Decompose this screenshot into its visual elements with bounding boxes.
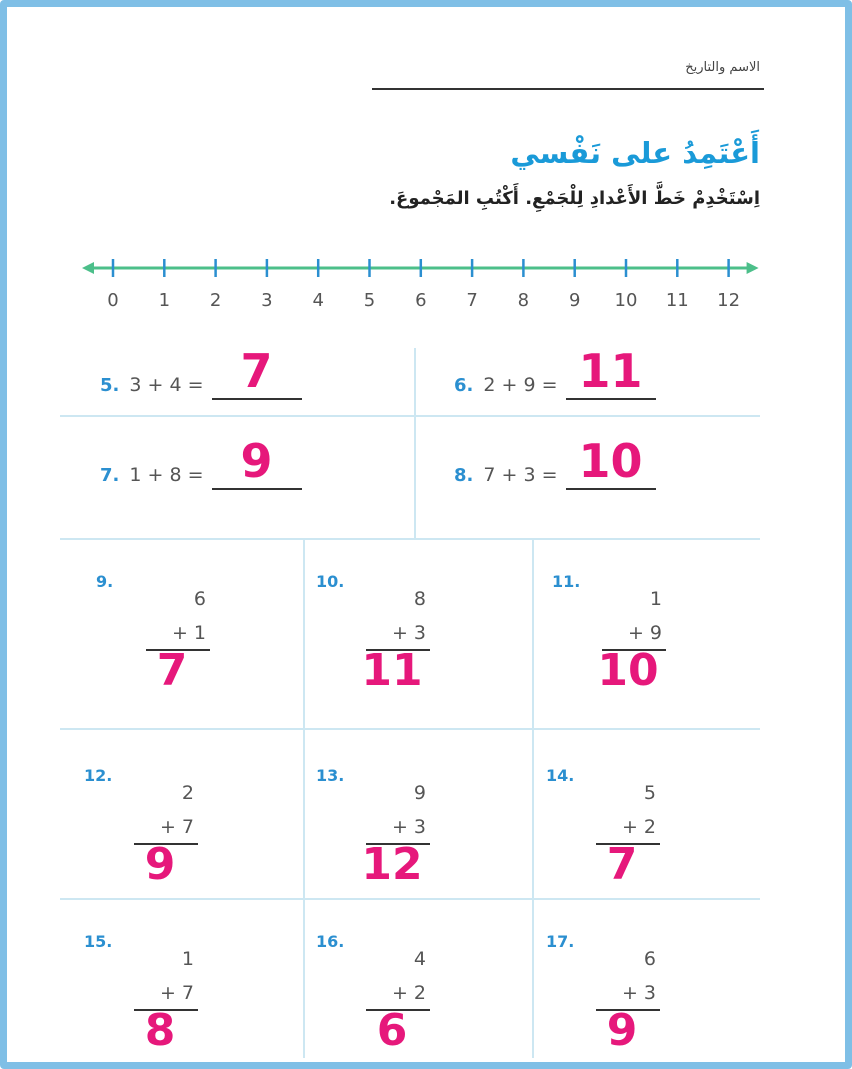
number-line-tick-label: 9 [568,290,581,311]
side-copyright-strip [800,760,816,1000]
answer-text: 11 [578,344,643,398]
answer-blank[interactable] [566,430,656,490]
problem-11 [552,572,752,722]
addend-bottom: + 1 [171,622,206,644]
answer-text[interactable]: 10 [597,645,659,696]
addend-top: 1 [649,588,662,610]
divider-v-3 [532,538,534,1058]
worksheet-instruction: اِسْتَخْدِمْ خَطَّ الأَعْدادِ لِلْجَمْعِ. أَكْتُبِ المَجْموعَ. [389,188,760,209]
addend-bottom: + 3 [391,622,426,644]
addend-bottom: + 3 [391,816,426,838]
answer-blank[interactable] [212,340,302,400]
addend-top: 1 [181,948,194,970]
addend-bottom: + 3 [621,982,656,1004]
problem-number: 8. [454,465,474,486]
answer-text[interactable]: 9 [606,1005,638,1056]
name-date-label: الاسم والتاريخ [685,60,760,75]
problem-6 [454,340,656,400]
divider-v-1 [414,348,416,538]
problem-number: 11. [552,572,581,591]
number-line-tick-label: 7 [466,290,478,311]
problem-number: 15. [84,932,113,951]
addend-top: 6 [643,948,656,970]
answer-blank[interactable] [212,430,302,490]
problem-5 [100,340,302,400]
number-line-tick-label: 3 [261,290,273,311]
addend-bottom: + 2 [621,816,656,838]
problem-expression: 1 + 8 = [129,464,204,486]
number-line-tick-label: 6 [415,290,427,311]
name-date-rule [372,88,764,90]
number-line-tick-label: 12 [717,290,741,311]
problem-number: 17. [546,932,575,951]
answer-text[interactable]: 11 [361,645,423,696]
number-line-tick-label: 11 [665,290,689,311]
problem-number: 16. [316,932,345,951]
problem-number: 12. [84,766,113,785]
number-line-tick-label: 1 [158,290,171,311]
answer-text[interactable]: 6 [376,1005,408,1056]
addend-top: 2 [181,782,194,804]
arrow-left-icon [82,262,94,274]
problem-10 [316,572,516,722]
addend-top: 6 [193,588,206,610]
answer-text: 7 [240,344,273,398]
answer-text: 9 [240,434,273,488]
addend-bottom: + 2 [391,982,426,1004]
name-date-line[interactable] [372,58,764,90]
arrow-right-icon [747,262,759,274]
problem-14 [546,766,746,916]
number-line-tick-label: 8 [517,290,530,311]
answer-text[interactable]: 8 [144,1005,176,1056]
problem-16 [316,932,516,1069]
addend-top: 8 [413,588,426,610]
number-line-tick-label: 0 [107,290,119,311]
addend-top: 9 [413,782,426,804]
problem-expression: 3 + 4 = [129,374,204,396]
problem-9 [96,572,296,722]
problem-15 [84,932,284,1069]
problem-8 [454,430,656,490]
problem-number: 6. [454,375,474,396]
answer-text[interactable]: 9 [144,839,176,890]
addend-top: 4 [413,948,426,970]
problem-number: 9. [96,572,114,591]
addend-bottom: + 9 [627,622,662,644]
divider-v-2 [303,538,305,1058]
problem-number: 10. [316,572,345,591]
answer-blank[interactable] [566,340,656,400]
divider-h-1 [60,415,760,417]
number-line-tick-label: 5 [363,290,376,311]
problem-number: 5. [100,375,120,396]
problem-7 [100,430,302,490]
divider-h-2 [60,538,760,540]
number-line-tick-label: 10 [614,290,638,311]
problem-number: 7. [100,465,120,486]
number-line [80,248,760,318]
answer-text[interactable]: 7 [606,839,638,890]
addend-bottom: + 7 [159,982,194,1004]
number-line-tick-label: 2 [209,290,222,311]
answer-text: 10 [578,434,643,488]
problem-number: 14. [546,766,575,785]
problem-number: 13. [316,766,345,785]
problem-12 [84,766,284,916]
problem-17 [546,932,746,1069]
answer-text[interactable]: 12 [361,839,423,890]
problem-expression: 7 + 3 = [483,464,558,486]
worksheet-title: أَعْتَمِدُ على نَفْسي [510,136,760,170]
problem-expression: 2 + 9 = [483,374,558,396]
number-line-tick-label: 4 [312,290,324,311]
answer-text[interactable]: 7 [156,645,188,696]
divider-h-3 [60,728,760,730]
problem-13 [316,766,516,916]
addend-top: 5 [643,782,656,804]
addend-bottom: + 7 [159,816,194,838]
